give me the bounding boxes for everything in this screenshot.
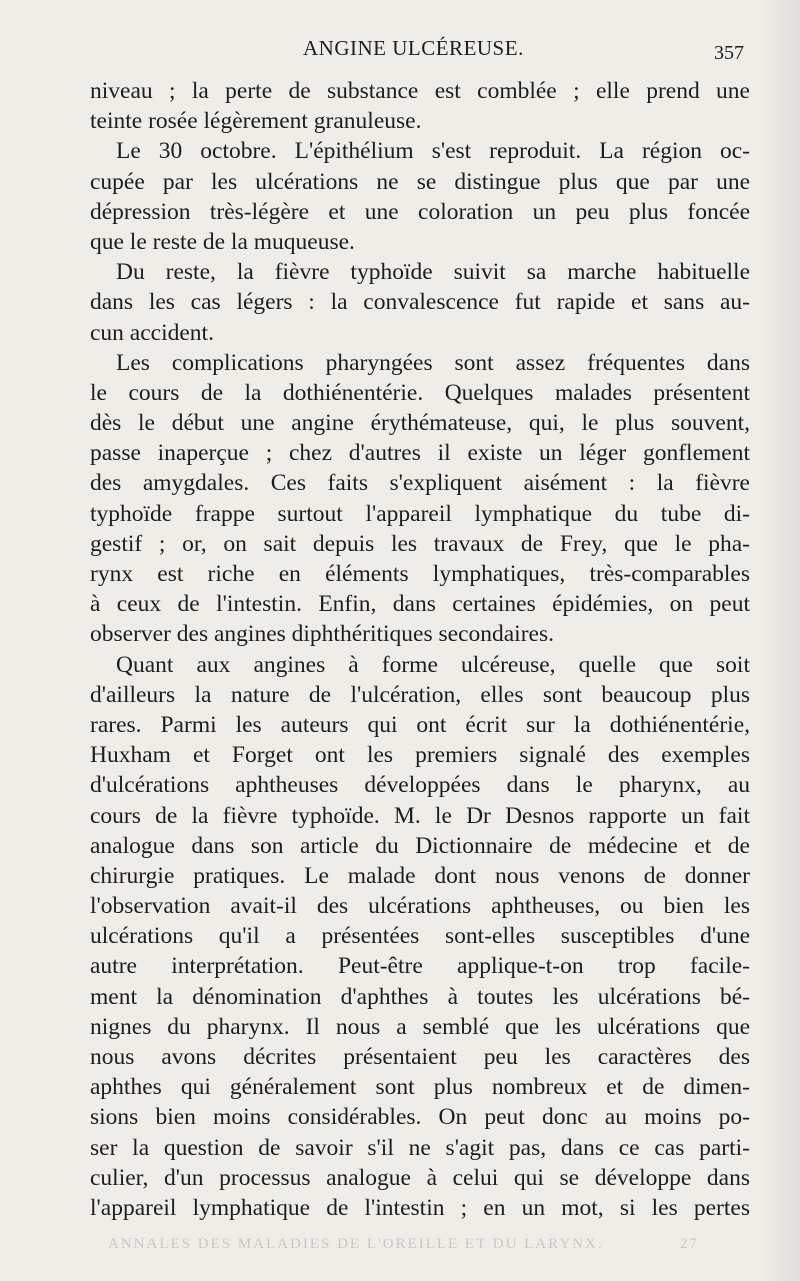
text-line: rynx est riche en éléments lymphatiques, très-comparables <box>90 561 750 587</box>
text-line: rares. Parmi les auteurs qui ont écrit sur la dothiénentérie, <box>90 711 750 738</box>
text-line: observer des angines diphthéritiques secondaires. <box>90 621 554 648</box>
bleed-through-title: ANNALES DES MALADIES DE L'OREILLE ET DU LARYNX. <box>108 1236 604 1252</box>
text-line: sions bien moins considérables. On peut donc au moins po- <box>90 1104 750 1131</box>
text-line: ment la dénomination d'aphthes à toutes les ulcérations bé- <box>90 983 750 1010</box>
text-line: ulcérations qu'il a présentées sont-elles susceptibles d'une <box>90 923 750 950</box>
text-line: autre interprétation. Peut-être applique-t-on trop facile- <box>90 953 750 980</box>
text-line: typhoïde frappe surtout l'appareil lymphatique du tube di- <box>90 500 750 527</box>
text-line: que le reste de la muqueuse. <box>90 228 355 255</box>
text-line: Le 30 octobre. L'épithélium s'est reproduit. La région oc- <box>116 138 750 165</box>
text-line: d'ailleurs la nature de l'ulcération, elles sont beaucoup plus <box>90 681 750 708</box>
bleed-through-number: 27 <box>680 1236 699 1252</box>
text-line: des amygdales. Ces faits s'expliquent aisément : la fièvre <box>90 470 750 497</box>
text-line: chirurgie pratiques. Le malade dont nous venons de donner <box>90 862 750 889</box>
text-line: gestif ; or, on sait depuis les travaux de Frey, que le pha- <box>90 530 750 557</box>
text-line: teinte rosée légèrement granuleuse. <box>90 108 422 135</box>
text-line: dans les cas légers : la convalescence fut rapide et sans au- <box>90 289 750 316</box>
text-line: d'ulcérations aphtheuses développées dans le pharynx, au <box>90 772 750 799</box>
page-edge-shadow <box>760 0 800 1281</box>
text-line: aphthes qui généralement sont plus nombreux et de dimen- <box>90 1074 750 1101</box>
text-line: passe inaperçue ; chez d'autres il existe un léger gonflement <box>90 440 750 467</box>
text-line: dès le début une angine érythémateuse, qui, le plus souvent, <box>90 410 750 437</box>
text-line: Huxham et Forget ont les premiers signalé des exemples <box>90 742 750 769</box>
text-line: cours de la fièvre typhoïde. M. le Dr Desnos rapporte un fait <box>90 802 750 829</box>
page-number: 357 <box>714 42 744 64</box>
text-line: analogue dans son article du Dictionnaire de médecine et de <box>90 832 750 859</box>
text-line: l'observation avait-il des ulcérations aphtheuses, ou bien les <box>90 893 750 920</box>
running-title: ANGINE ULCÉREUSE. <box>303 36 524 60</box>
text-line: nignes du pharynx. Il nous a semblé que les ulcérations que <box>90 1013 750 1040</box>
text-line: niveau ; la perte de substance est comblée ; elle prend une <box>90 78 750 104</box>
text-line: le cours de la dothiénentérie. Quelques malades présentent <box>90 379 750 406</box>
text-line: cupée par les ulcérations ne se distingue plus que par une <box>90 168 750 195</box>
text-line: culier, d'un processus analogue à celui qui se développe dans <box>90 1164 750 1191</box>
text-line: dépression très-légère et une coloration un peu plus foncée <box>90 198 750 225</box>
body-text <box>90 76 750 1223</box>
text-line: à ceux de l'intestin. Enfin, dans certaines épidémies, on peut <box>90 591 750 618</box>
text-line: Du reste, la fièvre typhoïde suivit sa marche habituelle <box>116 259 750 286</box>
page-header <box>0 36 800 66</box>
text-line: cun accident. <box>90 319 214 346</box>
text-line: Quant aux angines à forme ulcéreuse, quelle que soit <box>116 651 750 678</box>
text-line: ser la question de savoir s'il ne s'agit pas, dans ce cas parti- <box>90 1134 750 1161</box>
bleed-through-footer <box>0 1222 800 1262</box>
text-line: Les complications pharyngées sont assez fréquentes dans <box>116 349 750 376</box>
text-line: nous avons décrites présentaient peu les caractères des <box>90 1044 750 1070</box>
text-line: l'appareil lymphatique de l'intestin ; en un mot, si les pertes <box>90 1194 750 1221</box>
